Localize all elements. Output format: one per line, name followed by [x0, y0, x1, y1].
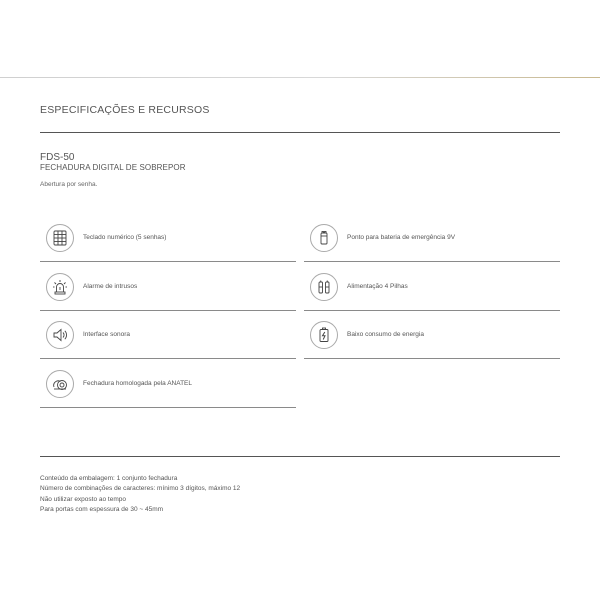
- product-model: FDS-50: [40, 152, 75, 163]
- feature-low-energy: [304, 318, 560, 359]
- feature-anatel: [40, 367, 296, 408]
- speaker-icon: [46, 321, 74, 349]
- note-item: Conteúdo da embalagem: 1 conjunto fechadura: [40, 475, 178, 482]
- feature-keypad: [40, 221, 296, 262]
- battery-9v-icon: [310, 224, 338, 252]
- section-title: ESPECIFICAÇÕES E RECURSOS: [40, 104, 210, 116]
- feature-label: Alimentação 4 Pilhas: [347, 283, 408, 290]
- note-item: Para portas com espessura de 30 ~ 45mm: [40, 505, 164, 513]
- feature-label: Ponto para bateria de emergência 9V: [347, 234, 456, 241]
- notes-divider: [40, 456, 560, 457]
- aa-batteries-icon: [310, 273, 338, 301]
- feature-aa-batteries: [304, 270, 560, 311]
- section-divider: [40, 132, 560, 133]
- feature-label: Teclado numérico (5 senhas): [83, 234, 167, 241]
- anatel-icon: [46, 370, 74, 398]
- feature-label: Fechadura homologada pela ANATEL: [83, 380, 193, 387]
- notes-list: [40, 474, 240, 515]
- feature-alarm: [40, 270, 296, 311]
- product-description: Abertura por senha.: [40, 181, 98, 188]
- feature-battery-9v: [304, 221, 560, 262]
- low-energy-battery-icon: [310, 321, 338, 349]
- feature-label: Alarme de intrusos: [83, 283, 138, 290]
- keypad-icon: [46, 224, 74, 252]
- product-name: FECHADURA DIGITAL DE SOBREPOR: [40, 163, 186, 172]
- note-item: Número de combinações de caracteres: mínimo 3 dígitos, máximo 12: [40, 485, 241, 493]
- feature-sound: [40, 318, 296, 359]
- note-item: Não utilizar exposto ao tempo: [40, 495, 126, 503]
- alarm-icon: [46, 273, 74, 301]
- feature-label: Interface sonora: [83, 331, 130, 338]
- feature-label: Baixo consumo de energia: [347, 331, 424, 338]
- top-divider: [0, 77, 600, 78]
